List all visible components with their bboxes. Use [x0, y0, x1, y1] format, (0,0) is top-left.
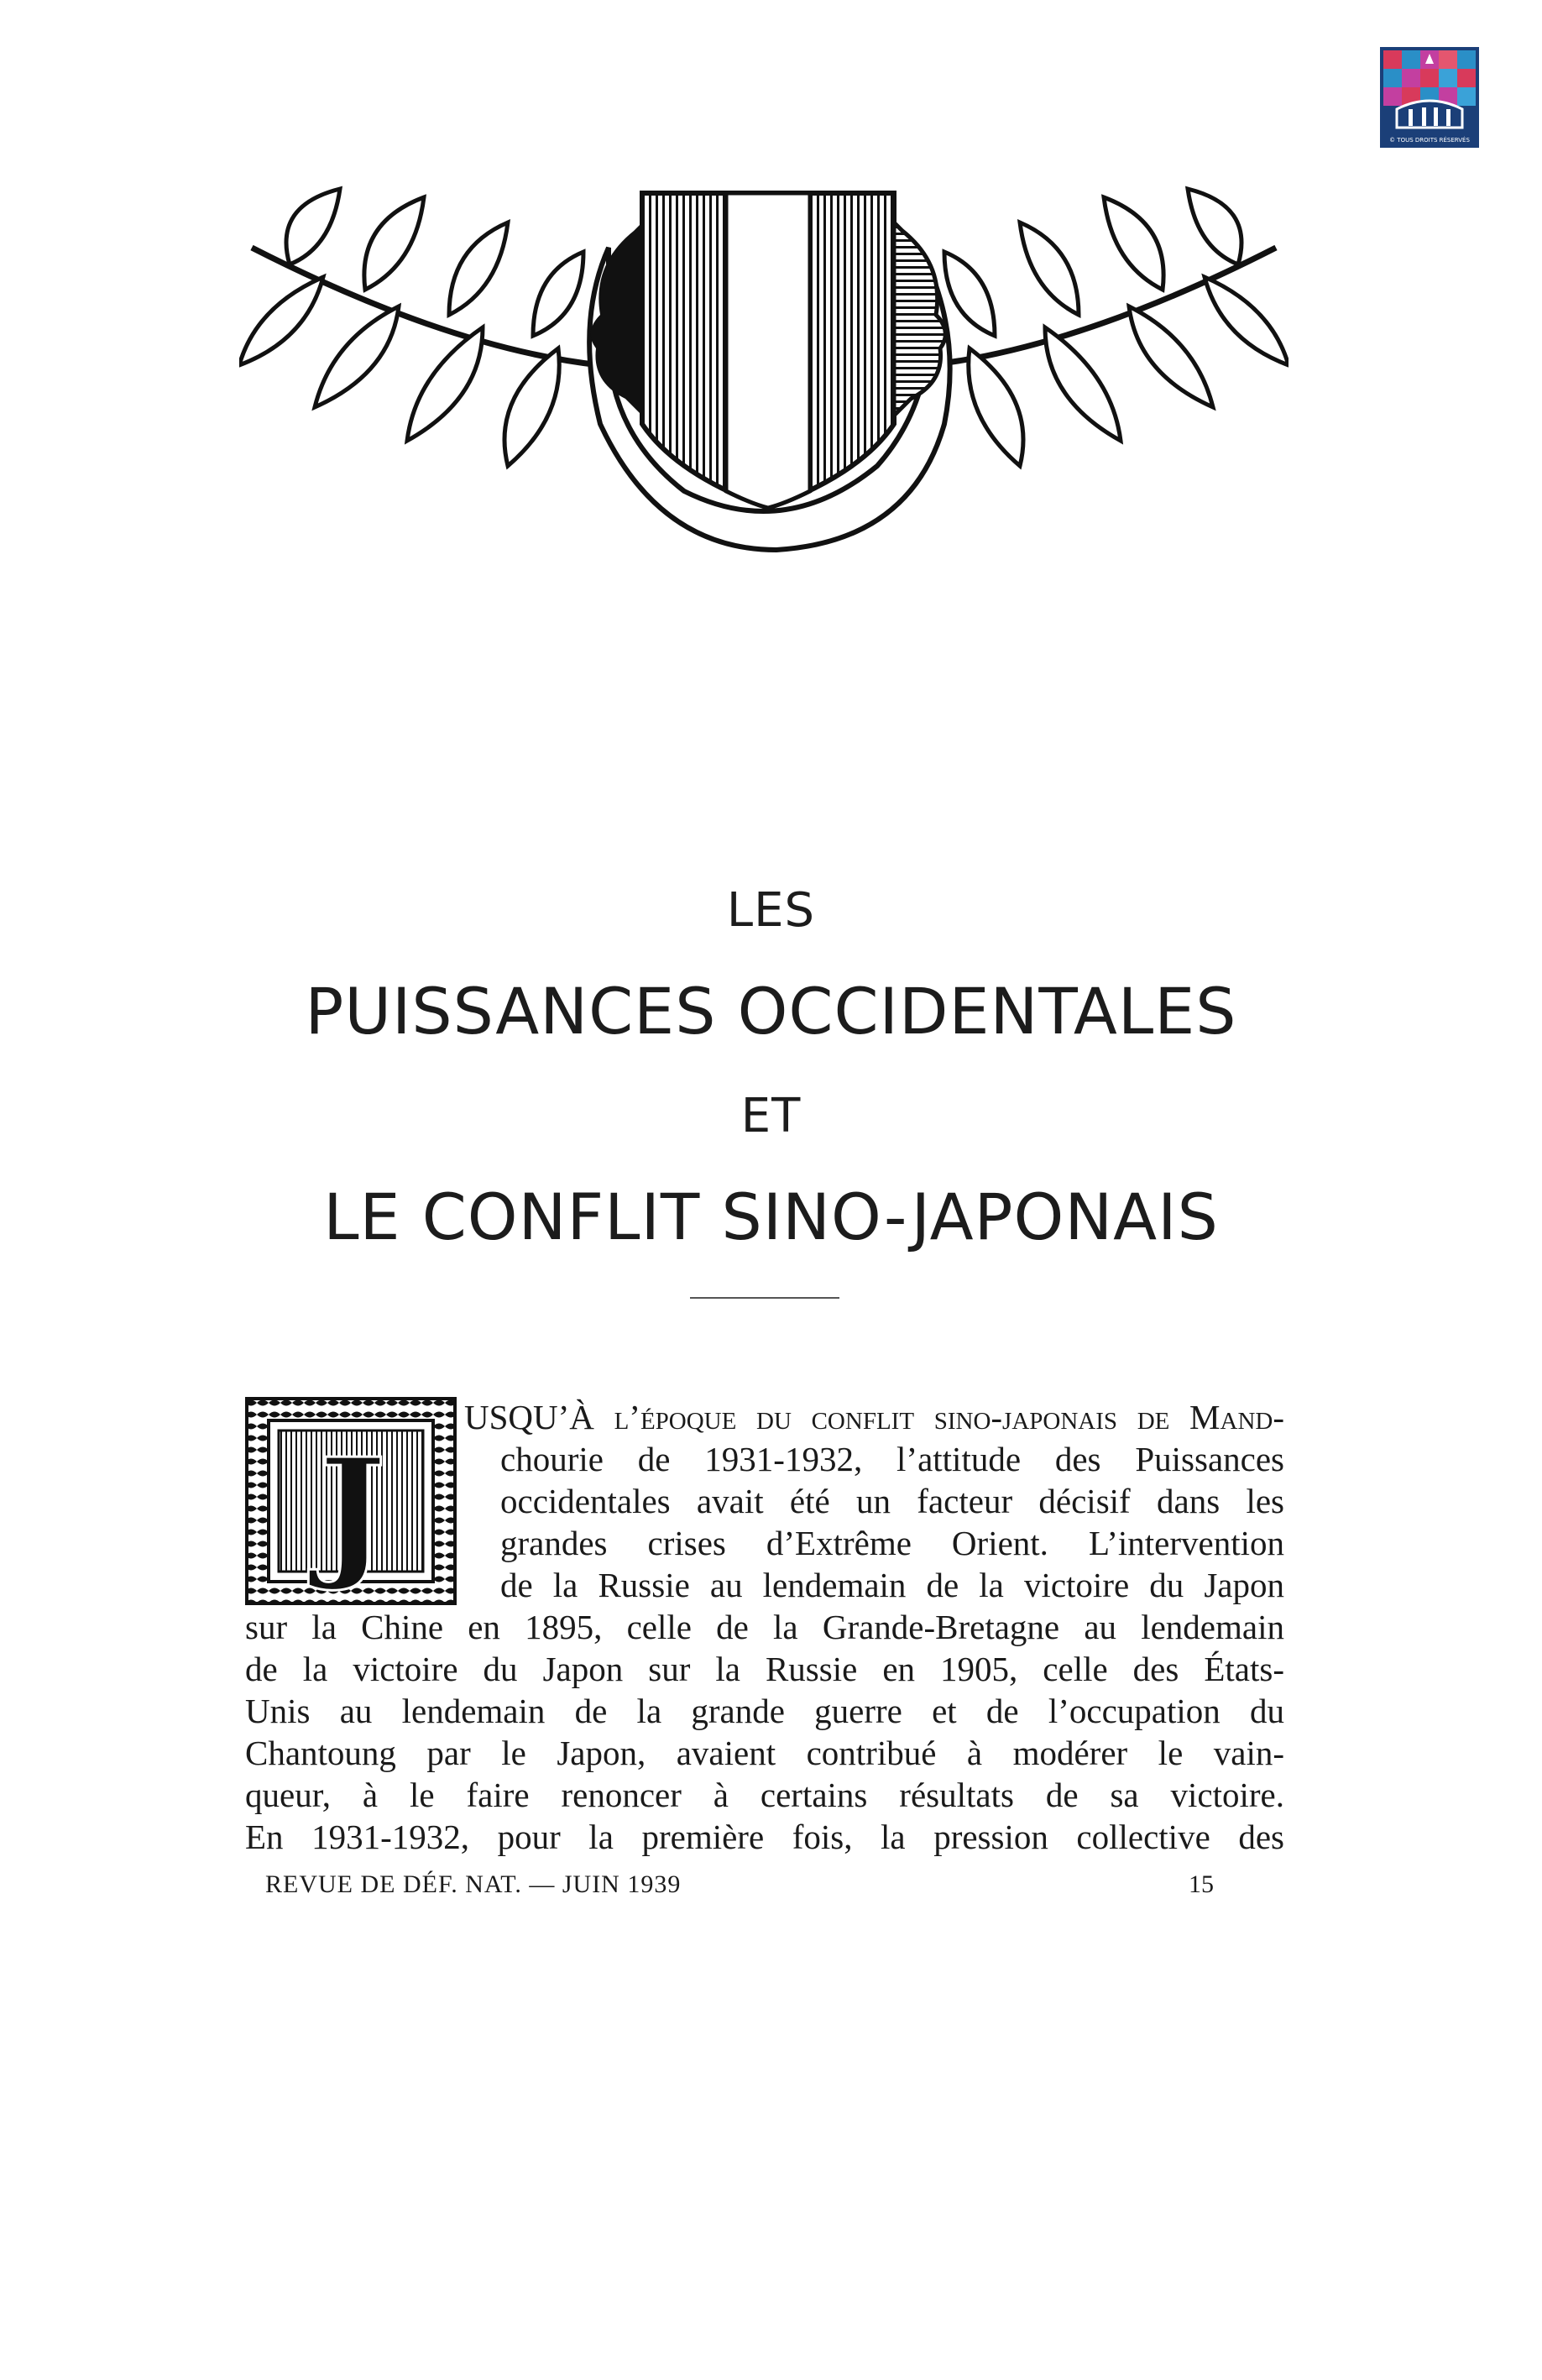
- title-line-puissances: PUISSANCES OCCIDENTALES: [305, 974, 1237, 1049]
- body-line-2: chourie de 1931-1932, l’attitude des Puissances: [500, 1440, 1284, 1478]
- body-line-9: Chantoung par le Japon, avaient contribué à modérer le vain-: [245, 1734, 1284, 1772]
- body-line-8: Unis au lendemain de la grande guerre et de l’occupation du: [245, 1692, 1284, 1730]
- title-line-les: LES: [726, 883, 816, 938]
- drop-cap-letter: J: [318, 1427, 387, 1595]
- title-divider: [690, 1297, 839, 1299]
- body-line-6: sur la Chine en 1895, celle de la Grande-Bretagne au lendemain: [245, 1608, 1284, 1646]
- body-line-4: grandes crises d’Extrême Orient. L’intervention: [500, 1524, 1284, 1562]
- laurel-crescent-shield-ornament: [239, 172, 1288, 558]
- page-number: 15: [1189, 1870, 1214, 1898]
- body-line-1: USQU’À l’époque du conflit sino-japonais de Mand-: [464, 1398, 1284, 1436]
- body-line-5: de la Russie au lendemain de la victoire du Japon: [500, 1566, 1284, 1604]
- title-line-et: ET: [740, 1089, 802, 1143]
- body-line-3: occidentales avait été un facteur décisif dans les: [500, 1482, 1284, 1520]
- footer-journal: REVUE DE DÉF. NAT. — JUIN 1939: [265, 1870, 682, 1898]
- logo-caption: © TOUS DROITS RÉSERVÉS: [1389, 137, 1470, 144]
- drop-cap: [245, 1397, 457, 1605]
- title-line-conflit: LE CONFLIT SINO-JAPONAIS: [323, 1180, 1219, 1254]
- body-line-10: queur, à le faire renoncer à certains résultats de sa victoire.: [245, 1776, 1284, 1814]
- body-line-7: de la victoire du Japon sur la Russie en 1905, celle des États-: [245, 1650, 1284, 1688]
- institution-logo-icon: [1380, 47, 1479, 148]
- body-line-11: En 1931-1932, pour la première fois, la pression collective des: [245, 1818, 1284, 1856]
